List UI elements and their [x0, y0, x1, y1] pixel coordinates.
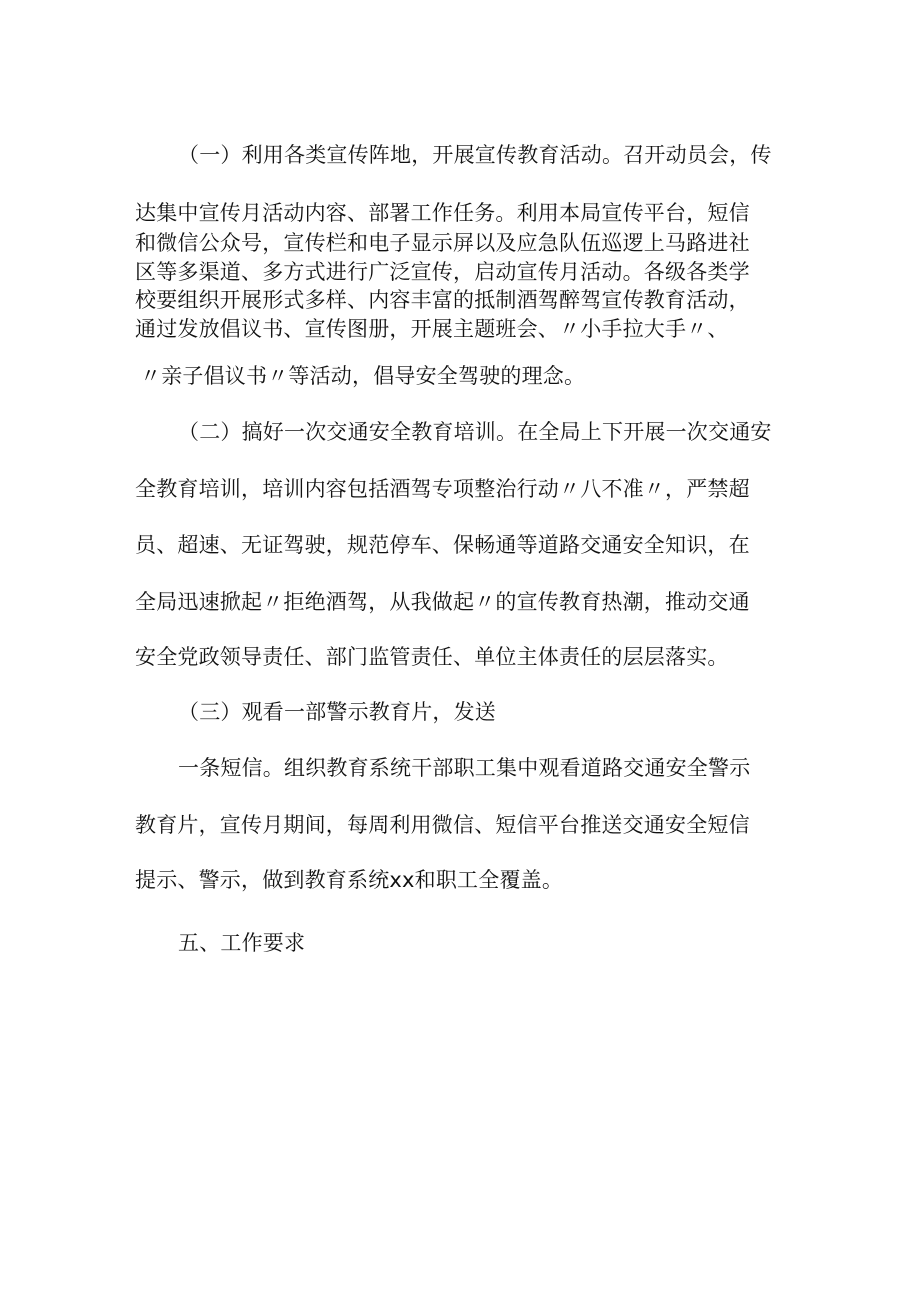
paragraph-line-7: 〃亲子倡议书〃等活动，倡导安全驾驶的理念。 [140, 364, 586, 388]
paragraph-line-10: 员、超速、无证驾驶，规范停车、保畅通等道路交通安全知识，在 [135, 533, 750, 557]
paragraph-line-11: 全局迅速掀起〃拒绝酒驾，从我做起〃的宣传教育热潮，推动交通 [135, 590, 750, 614]
paragraph-line-8: （二）搞好一次交通安全教育培训。在全局上下开展一次交通安 [178, 420, 772, 444]
paragraph-line-12: 安全党政领导责任、部门监管责任、单位主体责任的层层落实。 [135, 645, 729, 669]
paragraph-line-14: 一条短信。组织教育系统干部职工集中观看道路交通安全警示 [178, 756, 751, 780]
paragraph-line-13: （三）观看一部警示教育片，发送 [178, 700, 496, 724]
paragraph-line-4: 区等多渠道、多方式进行广泛宣传，启动宣传月活动。各级各类学 [135, 260, 750, 284]
paragraph-line-15: 教育片，宣传月期间，每周利用微信、短信平台推送交通安全短信 [135, 813, 750, 837]
paragraph-line-1: （一）利用各类宣传阵地，开展宣传教育活动。召开动员会，传 [178, 143, 772, 167]
paragraph-line-16: 提示、警示，做到教育系统xx和职工全覆盖。 [135, 868, 564, 892]
paragraph-line-5: 校要组织开展形式多样、内容丰富的抵制酒驾醉驾宣传教育活动， [135, 288, 750, 312]
paragraph-line-2: 达集中宣传月活动内容、部署工作任务。利用本局宣传平台，短信 [135, 201, 750, 225]
paragraph-line-9: 全教育培训，培训内容包括酒驾专项整治行动〃八不准〃，严禁超 [135, 477, 750, 501]
paragraph-line-3: 和微信公众号，宣传栏和电子显示屏以及应急队伍巡逻上马路进社 [135, 231, 750, 255]
section-heading: 五、工作要求 [178, 931, 306, 955]
paragraph-line-6: 通过发放倡议书、宣传图册，开展主题班会、〃小手拉大手〃、 [135, 317, 729, 341]
